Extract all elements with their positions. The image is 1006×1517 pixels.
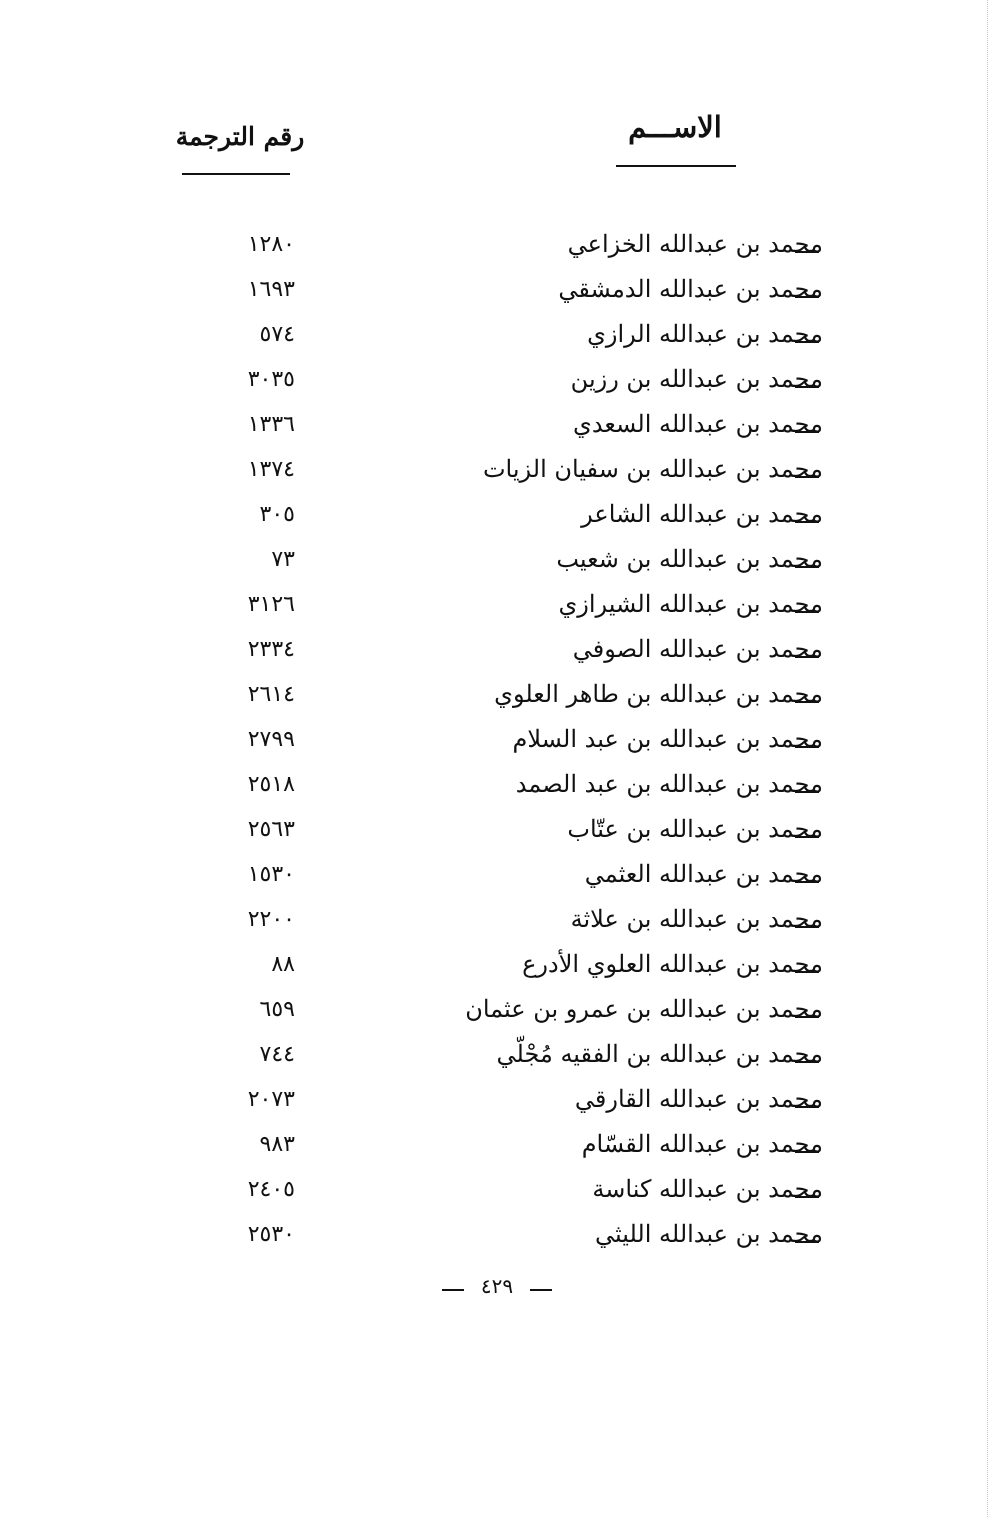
list-item <box>0 1212 1006 1257</box>
list-item <box>0 582 1006 627</box>
entry-name: محمد بن عبدالله الرازي <box>587 320 823 348</box>
entry-number: ١٢٨٠ <box>247 232 295 257</box>
entry-name: محمد بن عبدالله كناسة <box>592 1175 823 1203</box>
entry-number: ٥٧٤ <box>259 322 295 347</box>
entry-number: ٢٢٠٠ <box>247 907 295 932</box>
entry-number: ٧٤٤ <box>259 1042 295 1067</box>
list-item <box>0 267 1006 312</box>
entry-name: محمد بن عبدالله بن علاثة <box>570 905 823 933</box>
entry-number: ٢٥٦٣ <box>247 817 295 842</box>
entry-name: محمد بن عبدالله بن شعيب <box>556 545 823 573</box>
entry-number: ٢٥٣٠ <box>247 1222 295 1247</box>
entry-number: ٦٥٩ <box>259 997 295 1022</box>
entry-number: ٣٠٥ <box>259 502 295 527</box>
entry-name: محمد بن عبدالله بن عبد السلام <box>512 725 823 753</box>
entry-name: محمد بن عبدالله الصوفي <box>572 635 823 663</box>
entry-name: محمد بن عبدالله القسّام <box>581 1130 823 1158</box>
entry-number: ١٦٩٣ <box>247 277 295 302</box>
entry-number: ٢٦١٤ <box>247 682 295 707</box>
name-column-header: الاســـم <box>628 110 722 144</box>
list-item <box>0 987 1006 1032</box>
list-item <box>0 1167 1006 1212</box>
entry-number: ١٣٣٦ <box>247 412 295 437</box>
list-item <box>0 807 1006 852</box>
list-item <box>0 1032 1006 1077</box>
entry-name: محمد بن عبدالله بن عمرو بن عثمان <box>465 995 823 1023</box>
page-number: ٤٢٩ <box>480 1274 514 1298</box>
list-item <box>0 762 1006 807</box>
entry-number: ٨٨ <box>271 952 295 977</box>
list-item <box>0 627 1006 672</box>
entry-name: محمد بن عبدالله بن سفيان الزيات <box>482 455 823 483</box>
entry-name: محمد بن عبدالله العلوي الأدرع <box>522 950 823 978</box>
list-item <box>0 357 1006 402</box>
number-header-underline <box>182 173 290 175</box>
list-item <box>0 312 1006 357</box>
entry-name: محمد بن عبدالله بن طاهر العلوي <box>494 680 823 708</box>
list-item <box>0 447 1006 492</box>
list-item <box>0 942 1006 987</box>
entry-number: ٣١٢٦ <box>247 592 295 617</box>
name-header-underline <box>616 165 736 167</box>
footer-dash-right <box>530 1289 552 1291</box>
list-item <box>0 717 1006 762</box>
entry-name: محمد بن عبدالله السعدي <box>573 410 823 438</box>
entry-name: محمد بن عبدالله الليثي <box>594 1220 823 1248</box>
entry-name: محمد بن عبدالله الشيرازي <box>558 590 823 618</box>
entry-number: ٣٠٣٥ <box>247 367 295 392</box>
list-item <box>0 1122 1006 1167</box>
entry-number: ٢٠٧٣ <box>247 1087 295 1112</box>
list-item <box>0 222 1006 267</box>
list-item <box>0 1077 1006 1122</box>
entry-number: ٢٣٣٤ <box>247 637 295 662</box>
footer-dash-left <box>442 1289 464 1291</box>
entry-name: محمد بن عبدالله الشاعر <box>581 500 823 528</box>
list-item <box>0 492 1006 537</box>
number-column-header: رقم الترجمة <box>175 122 305 151</box>
entry-number: ٧٣ <box>271 547 295 572</box>
list-item <box>0 852 1006 897</box>
entry-name: محمد بن عبدالله بن رزين <box>570 365 823 393</box>
entry-number: ١٣٧٤ <box>247 457 295 482</box>
list-item <box>0 537 1006 582</box>
entry-name: محمد بن عبدالله القارقي <box>574 1085 823 1113</box>
entry-name: محمد بن عبدالله الخزاعي <box>567 230 823 258</box>
entry-number: ١٥٣٠ <box>247 862 295 887</box>
entry-number: ٢٥١٨ <box>247 772 295 797</box>
list-item <box>0 402 1006 447</box>
entry-number: ٢٤٠٥ <box>247 1177 295 1202</box>
page-footer <box>440 1266 552 1306</box>
entry-name: محمد بن عبدالله بن عبد الصمد <box>515 770 823 798</box>
entries-list <box>0 222 1006 1257</box>
entry-number: ٩٨٣ <box>259 1132 295 1157</box>
list-item <box>0 897 1006 942</box>
entry-number: ٢٧٩٩ <box>247 727 295 752</box>
scan-edge-line <box>987 0 988 1517</box>
entry-name: محمد بن عبدالله بن عتّاب <box>567 815 823 843</box>
list-item <box>0 672 1006 717</box>
entry-name: محمد بن عبدالله بن الفقيه مُجْلّي <box>496 1040 823 1068</box>
entry-name: محمد بن عبدالله العثمي <box>584 860 823 888</box>
entry-name: محمد بن عبدالله الدمشقي <box>558 275 823 303</box>
